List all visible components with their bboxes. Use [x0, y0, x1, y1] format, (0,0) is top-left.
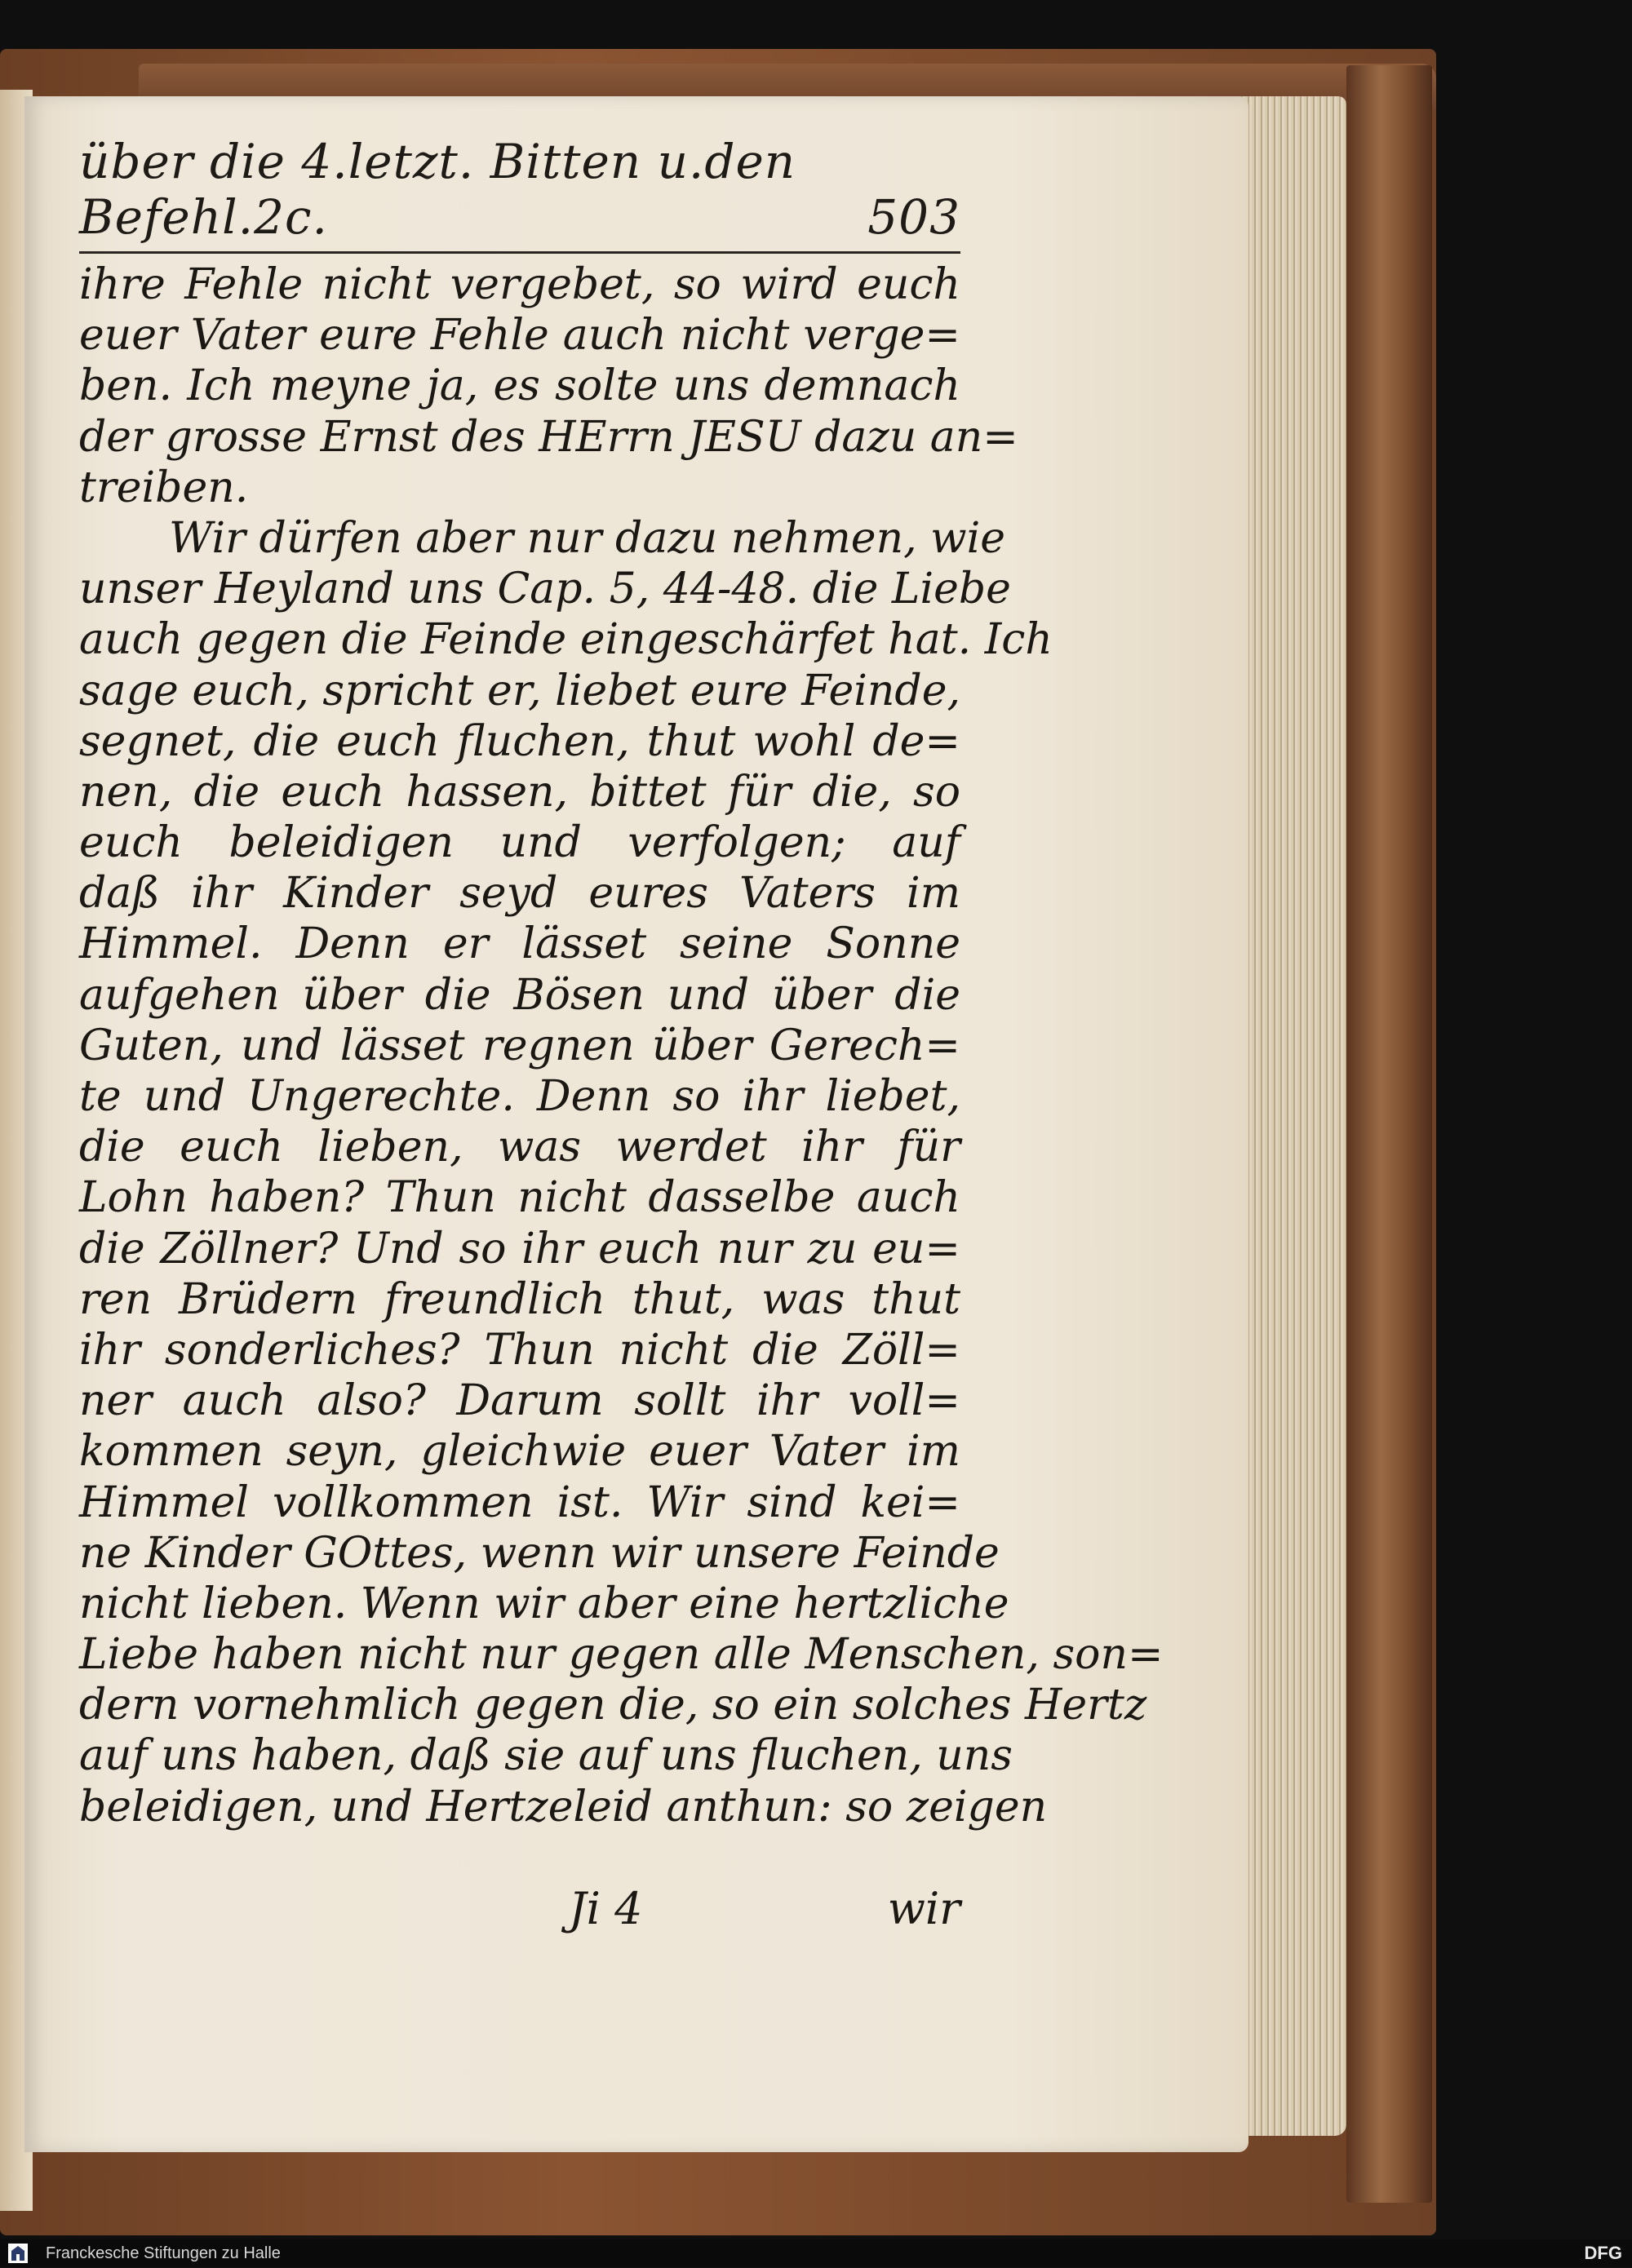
institution-logo-icon [8, 2244, 28, 2263]
book-spine [1346, 65, 1432, 2203]
running-head: über die 4.letzt. Bitten u.den Befehl.2c. [79, 134, 796, 245]
text-line: Himmel. Denn er lässet seine Sonne [79, 919, 960, 969]
text-line: daß ihr Kinder seyd eures Vaters im [79, 869, 960, 919]
text-line: unser Heyland uns Cap. 5, 44-48. die Liebe [79, 565, 1011, 614]
text-line: nen, die euch hassen, bittet für die, so [79, 767, 960, 817]
text-line: euch beleidigen und verfolgen; auf [79, 818, 960, 868]
dfg-logo: DFG [1584, 2243, 1622, 2263]
text-line: euer Vater eure Fehle auch nicht verge= [79, 311, 960, 361]
text-line: Himmel vollkommen ist. Wir sind kei= [79, 1477, 960, 1527]
text-line: auch gegen die Feinde eingeschärfet hat. Ich [79, 615, 1053, 665]
text-line: Guten, und lässet regnen über Gerech= [79, 1021, 960, 1070]
institution-name: Franckesche Stiftungen zu Halle [46, 2244, 281, 2262]
text-line: ren Brüdern freundlich thut, was thut [79, 1274, 960, 1324]
text-line: sage euch, spricht er, liebet eure Feinde, [79, 666, 960, 715]
text-line: ihr sonderliches? Thun nicht die Zöll= [79, 1325, 960, 1375]
page-footer [79, 1883, 960, 1940]
text-line: ner auch also? Darum sollt ihr voll= [79, 1376, 960, 1426]
text-line: Lohn haben? Thun nicht dasselbe auch [79, 1173, 960, 1223]
page-number: 503 [867, 189, 960, 245]
text-line: te und Ungerechte. Denn so ihr liebet, [79, 1072, 960, 1121]
text-line: ben. Ich meyne ja, es solte uns demnach [79, 361, 960, 411]
page-body-text [79, 259, 1164, 1832]
header-rule [79, 251, 960, 254]
text-line: ihre Fehle nicht vergebet, so wird euch [79, 260, 960, 309]
text-line: aufgehen über die Bösen und über die [79, 970, 960, 1020]
viewer-footer-bar [0, 2239, 1632, 2267]
text-line: Liebe haben nicht nur gegen alle Menschen, son= [79, 1630, 1164, 1680]
signature-mark: Ji 4 [569, 1883, 643, 1934]
text-line: Wir dürfen aber nur dazu nehmen, wie [169, 513, 1006, 563]
text-line: dern vornehmlich gegen die, so ein solches Hertz [79, 1681, 1147, 1730]
text-line: nicht lieben. Wenn wir aber eine hertzliche [79, 1579, 1009, 1628]
text-line: der grosse Ernst des HErrn JESU dazu an= [79, 412, 1018, 462]
text-line: segnet, die euch fluchen, thut wohl de= [79, 716, 960, 766]
text-line: treiben. [79, 463, 249, 512]
text-line: auf uns haben, daß sie auf uns fluchen, uns [79, 1731, 1013, 1781]
page-header [79, 134, 960, 245]
text-line: beleidigen, und Hertzeleid anthun: so zeigen [79, 1782, 1048, 1832]
text-line: die Zöllner? Und so ihr euch nur zu eu= [79, 1224, 960, 1274]
text-line: kommen seyn, gleichwie euer Vater im [79, 1427, 960, 1477]
catchword: wir [887, 1883, 960, 1934]
text-line: die euch lieben, was werdet ihr für [79, 1123, 960, 1172]
text-line: ne Kinder GOttes, wenn wir unsere Feinde [79, 1528, 1000, 1578]
